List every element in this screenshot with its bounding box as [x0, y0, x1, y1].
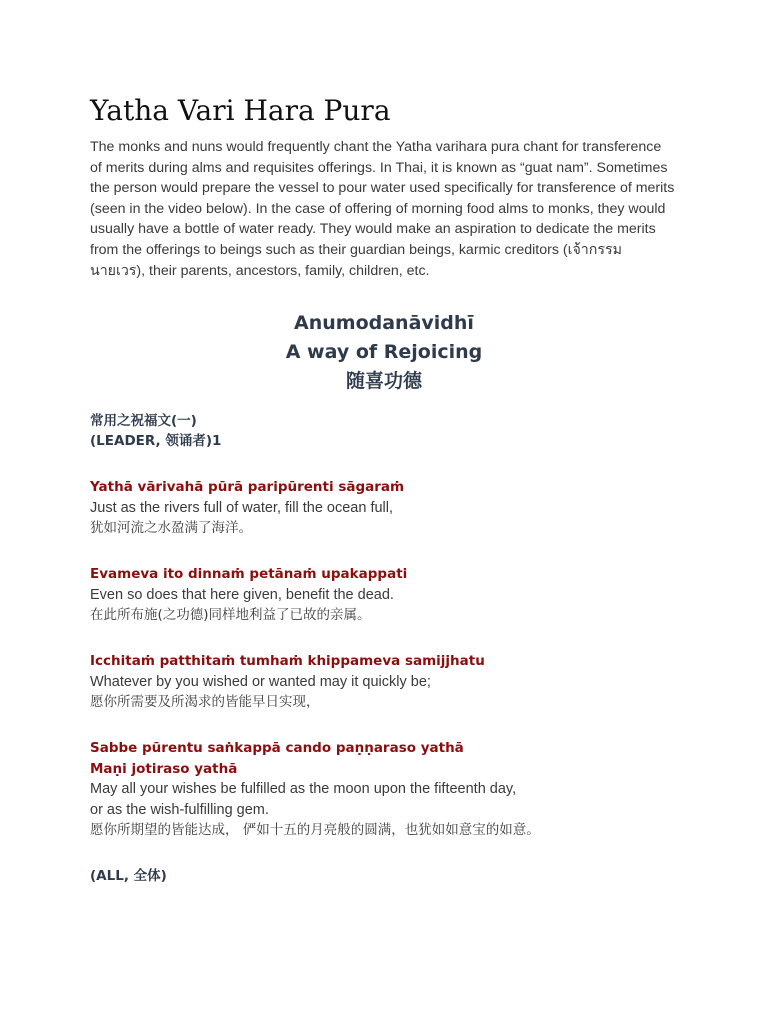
- verse-chinese: 在此所布施(之功德)同样地利益了已故的亲属。: [90, 607, 371, 623]
- verse-english: May all your wishes be fulfilled as the moon upon the fifteenth day,: [90, 781, 517, 797]
- chant-title-chinese: 随喜功德: [345, 370, 422, 392]
- verse-english: Whatever by you wished or wanted may it quickly be;: [90, 673, 431, 690]
- verse-english: Just as the rivers full of water, fill the ocean full,: [90, 499, 394, 516]
- section-heading-line1: 常用之祝福文(一): [90, 413, 197, 429]
- chant-title-pali: Anumodanāvidhī: [294, 312, 474, 334]
- section-heading: [90, 411, 221, 451]
- section-heading-line2: (LEADER, 领诵者)1: [90, 433, 222, 449]
- verse-pali-continued: Maṇi jotiraso yathā: [90, 760, 238, 777]
- document-title: Yatha Vari Hara Pura: [90, 94, 391, 127]
- verse-4: [90, 738, 690, 841]
- verse-chinese: 愿你所需要及所渴求的皆能早日实现，: [90, 694, 320, 710]
- verse-pali: Evameva ito dinnaṁ petānaṁ upakappati: [90, 566, 408, 582]
- closing-heading: (ALL, 全体): [90, 868, 167, 884]
- chant-title-block: [90, 309, 678, 396]
- intro-paragraph: The monks and nuns would frequently chant the Yatha varihara pura chant for transference of merits during alms and requisites offerings. In Thai, it is known as “guat nam”. Sometimes the person would prepare the vessel to pour water used specifically for transference of merits (seen in the video below). In the case of offering of morning food alms to monks, they would usually have a bottle of water ready. They would make an aspiration to dedicate the merits from the offerings to beings such as their guardian beings, karmic creditors (เจ้ากรรมนายเวร), their parents, ancestors, family, children, etc.: [90, 139, 675, 279]
- verse-1: [90, 477, 690, 539]
- chant-title-english: A way of Rejoicing: [285, 341, 483, 363]
- verse-chinese: 犹如河流之水盈满了海洋。: [90, 520, 252, 536]
- verse-english: Even so does that here given, benefit the dead.: [90, 586, 394, 603]
- verse-pali: Sabbe pūrentu saṅkappā cando paṇṇaraso yathā: [90, 740, 464, 756]
- verse-pali: Icchitaṁ patthitaṁ tumhaṁ khippameva samijjhatu: [90, 653, 485, 669]
- verse-3: [90, 651, 690, 713]
- verse-english-continued: or as the wish-fulfilling gem.: [90, 801, 269, 818]
- verse-pali: Yathā vārivahā pūrā paripūrenti sāgaraṁ: [90, 479, 405, 495]
- verse-2: [90, 564, 690, 626]
- verse-chinese: 愿你所期望的皆能达成， 俨如十五的月亮般的圆满，也犹如如意宝的如意。: [90, 822, 540, 838]
